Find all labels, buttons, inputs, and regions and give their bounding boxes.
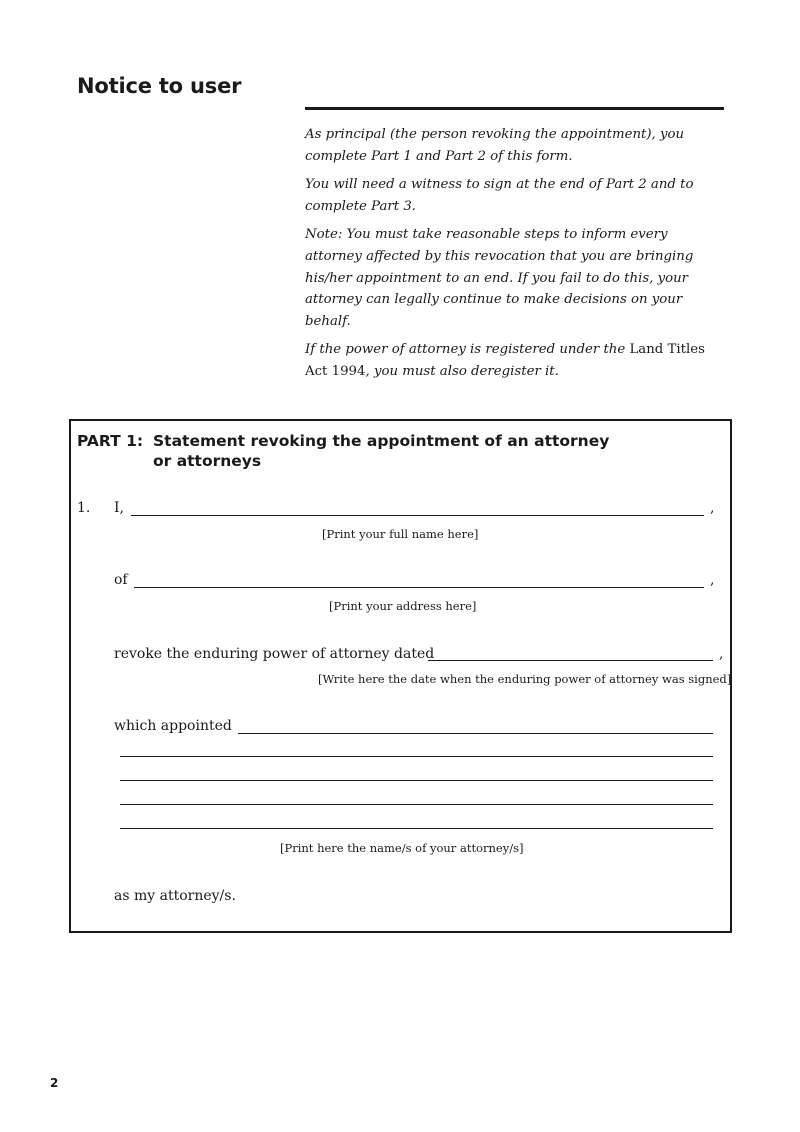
notice-para4-suffix: , you must also deregister it.: [365, 363, 559, 379]
act-year: 1994: [331, 363, 366, 379]
part1-label: PART 1:: [77, 432, 144, 450]
part1-title-line2: or attorneys: [153, 452, 262, 470]
attorneys-hint: [Print here the name/s of your attorney/s]: [280, 841, 524, 855]
notice-text: [305, 124, 725, 390]
full-name-hint: [Print your full name here]: [322, 527, 479, 541]
address-hint: [Print your address here]: [329, 599, 477, 613]
notice-paragraph-2: You will need a witness to sign at the end of Part 2 and to complete Part 3.: [305, 177, 694, 214]
name-comma: ,: [710, 500, 715, 516]
date-comma: ,: [719, 646, 724, 662]
notice-paragraph-3: Note: You must take reasonable steps to inform every attorney affected by this revocation that you are bringing his/her appointment to an end. If you fail to do this, your attorney can legally continue to make decisions on your behalf.: [305, 227, 694, 329]
notice-para4-prefix: If the power of attorney is registered under the: [305, 342, 630, 358]
address-field[interactable]: [134, 587, 704, 588]
address-prefix: of: [114, 572, 128, 588]
item-number: 1.: [77, 500, 91, 516]
part1-heading: [77, 431, 609, 471]
attorney-name-field-1[interactable]: [238, 733, 713, 734]
act-name: Land Titles Act: [305, 342, 705, 379]
part1-title-line1: Statement revoking the appointment of an attorney: [153, 432, 610, 450]
appointed-text: which appointed: [114, 718, 232, 734]
closing-text: as my attorney/s.: [114, 888, 236, 904]
full-name-field[interactable]: [131, 515, 704, 516]
notice-paragraph-1: As principal (the person revoking the appointment), you complete Part 1 and Part 2 of this form.: [305, 127, 685, 164]
page-number: 2: [50, 1076, 59, 1090]
date-field[interactable]: [428, 660, 713, 661]
attorney-name-field-5[interactable]: [120, 828, 713, 829]
date-hint: [Write here the date when the enduring power of attorney was signed]: [318, 672, 732, 686]
notice-divider: [305, 107, 724, 110]
address-comma: ,: [710, 572, 715, 588]
notice-paragraph-4: [305, 339, 725, 382]
attorney-name-field-3[interactable]: [120, 780, 713, 781]
attorney-name-field-4[interactable]: [120, 804, 713, 805]
notice-title: Notice to user: [77, 74, 242, 98]
attorney-name-field-2[interactable]: [120, 756, 713, 757]
revoke-text: revoke the enduring power of attorney dated: [114, 646, 435, 662]
name-prefix: I,: [114, 500, 124, 516]
